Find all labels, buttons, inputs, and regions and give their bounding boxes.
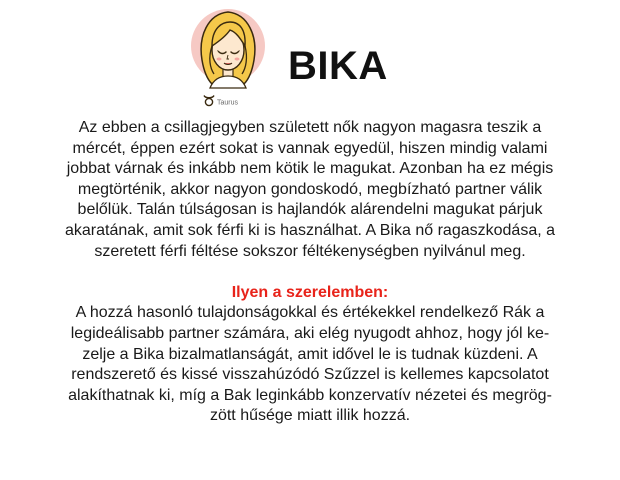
- text-line: megtörténik, akkor nagyon gondoskodó, megbízható partner válik: [77, 180, 543, 198]
- text-line: akaratának, amit sok férfi ki is használhat. A Bika nő ragaszkodása, a: [64, 221, 556, 239]
- page-title: BIKA: [288, 44, 388, 88]
- text-line: rendszerető és kissé visszahúzódó Szűzzel is kellemes kapcsolatot: [71, 366, 549, 384]
- taurus-symbol-icon: [204, 96, 214, 106]
- love-section: [30, 283, 590, 427]
- text-line: Az ebben a csillagjegyben született nők nagyon magasra teszik a: [78, 119, 542, 136]
- love-section-heading: Ilyen a szerelemben:: [231, 283, 389, 301]
- taurus-caption: Taurus: [217, 99, 239, 107]
- main-text: [30, 118, 590, 427]
- header: [0, 0, 620, 115]
- paragraph-spacer: [30, 262, 590, 283]
- text-line: alakíthatnak ki, míg a Bak leginkább konzervatív nézetei és megrög-: [68, 386, 552, 404]
- text-line: A hozzá hasonló tulajdonságokkal és értékekkel rendelkező Rák a: [75, 304, 545, 322]
- mouth: [224, 63, 232, 65]
- text-line: belőlük. Talán túlságosan is hajlandók alárendelni magukat párjuk: [77, 201, 543, 219]
- text-line: szeretett férfi féltése sokszor féltékenységben nyilvánul meg.: [94, 242, 526, 260]
- text-line: legideálisabb partner számára, aki elég nyugodt ahhoz, hogy jól ke-: [70, 324, 550, 342]
- cheek-left: [217, 58, 222, 61]
- text-line: zött hűsége miatt illik hozzá.: [209, 407, 411, 425]
- text-line: mércét, éppen ezért sokat is vannak egyedül, hiszen mindig valami: [72, 139, 548, 157]
- taurus-logo: [190, 2, 266, 110]
- text-line: jobbat várnak és inkább nem kötik le magukat. Azonban ha ez mégis: [66, 160, 554, 178]
- taurus-woman-icon: [190, 2, 266, 110]
- intro-paragraph: [30, 118, 590, 262]
- cheek-right: [235, 58, 240, 61]
- text-line: zelje a Bika bizalmatlanságát, amit idővel le is tudnak küzdeni. A: [82, 345, 538, 363]
